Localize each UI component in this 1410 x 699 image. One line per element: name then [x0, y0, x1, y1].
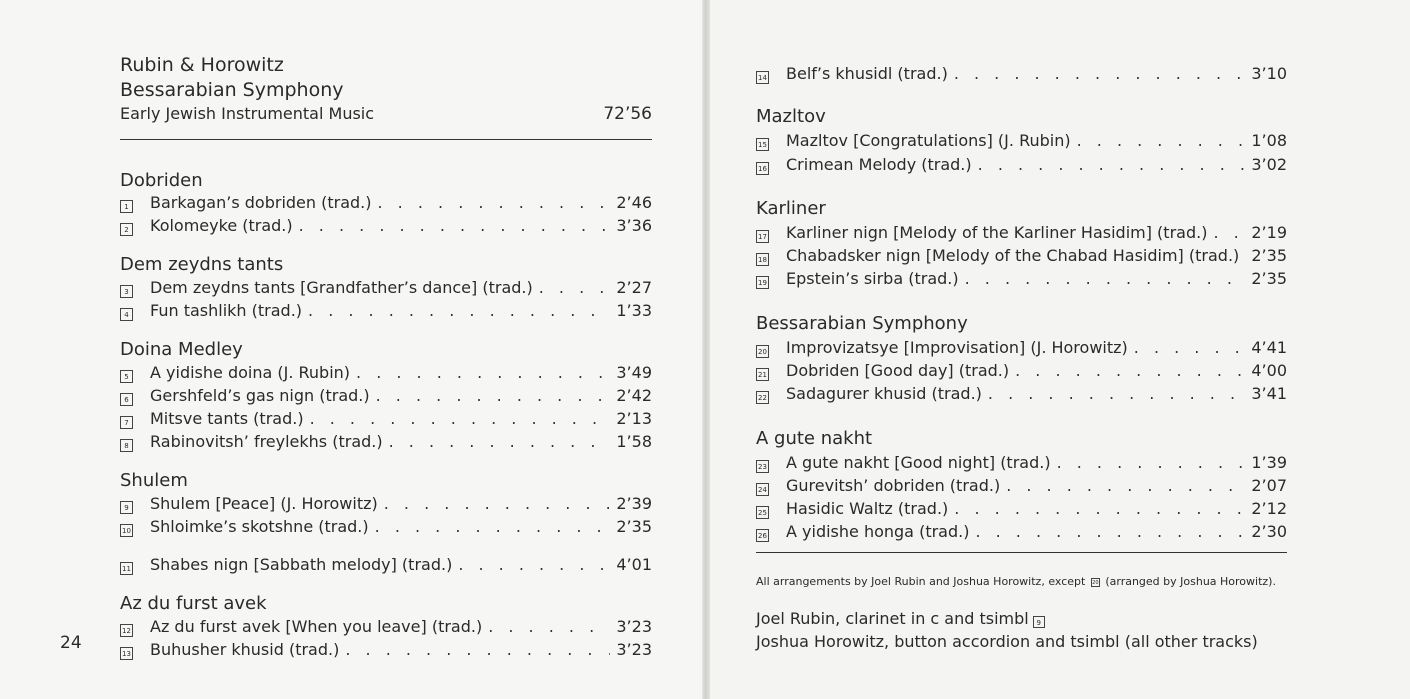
track-title: Chabadsker nign [Melody of the Chabad Hasidim] (trad.) [786, 246, 1240, 265]
credit-text: Joshua Horowitz, button accordion and tsimbl (all other tracks) [756, 632, 1258, 651]
track-row [120, 408, 652, 430]
track-title: Gershfeld’s gas nign (trad.) [150, 386, 370, 405]
track-duration: 3’10 [1251, 64, 1287, 83]
leader-dots [539, 277, 611, 299]
leader-dots [310, 408, 611, 430]
track-duration: 2’35 [1251, 269, 1287, 288]
track-duration: 3’02 [1251, 155, 1287, 174]
leader-dots [375, 516, 611, 538]
track-row [120, 215, 652, 237]
leader-dots [384, 493, 611, 515]
section-title: Karliner [756, 198, 826, 219]
leader-dots [954, 498, 1245, 520]
arrangement-note [756, 575, 1276, 588]
arrangement-note-text: All arrangements by Joel Rubin and Joshua Horowitz, except [756, 575, 1086, 588]
track-number-badge: 3 [120, 285, 133, 298]
track-row [120, 277, 652, 299]
track-number-badge: 5 [120, 370, 133, 383]
track-duration: 1’58 [616, 432, 652, 451]
track-number-badge: 19 [756, 276, 769, 289]
track-row [120, 639, 652, 661]
section-title: Az du furst avek [120, 593, 267, 614]
leader-dots [308, 300, 610, 322]
section-title: Dem zeydns tants [120, 254, 284, 275]
track-title: Dobriden [Good day] (trad.) [786, 361, 1010, 380]
track-title: Shabes nign [Sabbath melody] (trad.) [150, 555, 453, 574]
track-number-badge: 7 [120, 416, 133, 429]
track-row [756, 498, 1287, 520]
track-number-badge: 22 [756, 391, 769, 404]
section-title: Bessarabian Symphony [756, 313, 968, 334]
track-duration: 2’30 [1251, 522, 1287, 541]
track-row [756, 245, 1287, 267]
track-duration: 4’41 [1251, 338, 1287, 357]
booklet-spine [702, 0, 710, 699]
track-row [120, 362, 652, 384]
track-duration: 1’08 [1251, 131, 1287, 150]
track-number-badge: 25 [756, 506, 769, 519]
track-duration: 3’41 [1251, 384, 1287, 403]
track-title: Epstein’s sirba (trad.) [786, 269, 959, 288]
track-number-badge: 18 [756, 253, 769, 266]
track-number-badge: 9 [120, 501, 133, 514]
header-rule [120, 139, 652, 140]
footer-rule [756, 552, 1287, 553]
track-number-badge: 14 [756, 71, 769, 84]
album-header [120, 53, 652, 125]
section-title: Shulem [120, 470, 188, 491]
leader-dots [356, 362, 610, 384]
track-title: Crimean Melody (trad.) [786, 155, 972, 174]
track-title: Mitsve tants (trad.) [150, 409, 304, 428]
leader-dots [376, 385, 611, 407]
leader-dots [1006, 475, 1245, 497]
leader-dots [954, 63, 1246, 85]
leader-dots [1015, 360, 1245, 382]
track-duration: 2’13 [616, 409, 652, 428]
track-number-badge: 15 [756, 138, 769, 151]
track-title: Improvizatsye [Improvisation] (J. Horowitz) [786, 338, 1128, 357]
track-title: Mazltov [Congratulations] (J. Rubin) [786, 131, 1071, 150]
track-title: Hasidic Waltz (trad.) [786, 499, 949, 518]
track-number-badge: 2 [120, 223, 133, 236]
credit-text: Joel Rubin, clarinet in c and tsimbl [756, 609, 1029, 628]
track-number-badge: 1 [120, 200, 133, 213]
track-number-badge: 10 [120, 524, 133, 537]
track-title: Az du furst avek [When you leave] (trad.) [150, 617, 483, 636]
track-number-badge: 20 [1092, 579, 1099, 586]
track-row [120, 192, 652, 214]
track-duration: 2’39 [616, 494, 652, 513]
track-title: Karliner nign [Melody of the Karliner Hasidim] (trad.) [786, 223, 1208, 242]
track-duration: 2’27 [616, 278, 652, 297]
track-duration: 3’36 [616, 216, 652, 235]
leader-dots [978, 154, 1246, 176]
leader-dots [389, 431, 611, 453]
leader-dots [378, 192, 611, 214]
track-duration: 2’12 [1251, 499, 1287, 518]
leader-dots [1134, 337, 1246, 359]
track-row [120, 300, 652, 322]
page-number: 24 [60, 633, 82, 653]
track-number-badge: 26 [756, 529, 769, 542]
track-row [756, 337, 1287, 359]
leader-dots [488, 616, 610, 638]
track-number-badge: 4 [120, 308, 133, 321]
track-row [120, 616, 652, 638]
leader-dots [299, 215, 611, 237]
track-number-badge: 24 [756, 483, 769, 496]
track-number-badge: 11 [120, 562, 133, 575]
track-number-badge: 13 [120, 647, 133, 660]
track-number-badge: 9 [1033, 616, 1045, 628]
leader-dots [1213, 222, 1245, 244]
track-title: Sadagurer khusid (trad.) [786, 384, 982, 403]
track-duration: 1’39 [1251, 453, 1287, 472]
credit-line [756, 631, 1258, 653]
track-row [756, 383, 1287, 405]
track-number-badge: 16 [756, 162, 769, 175]
track-row [756, 268, 1287, 290]
track-duration: 4’01 [616, 555, 652, 574]
section-title: Dobriden [120, 170, 203, 191]
track-title: A yidishe honga (trad.) [786, 522, 970, 541]
track-title: Dem zeydns tants [Grandfather’s dance] (trad.) [150, 278, 533, 297]
track-number-badge: 17 [756, 230, 769, 243]
leader-dots [975, 521, 1245, 543]
track-row [756, 222, 1287, 244]
track-duration: 2’35 [616, 517, 652, 536]
track-number-badge: 6 [120, 393, 133, 406]
track-title: Kolomeyke (trad.) [150, 216, 293, 235]
track-title: Shloimke’s skotshne (trad.) [150, 517, 369, 536]
artist-name: Rubin & Horowitz [120, 54, 284, 76]
track-duration: 2’46 [616, 193, 652, 212]
track-row [756, 154, 1287, 176]
track-title: Rabinovitsh’ freylekhs (trad.) [150, 432, 383, 451]
leader-dots [988, 383, 1245, 405]
leader-dots [1057, 452, 1246, 474]
track-duration: 2’07 [1251, 476, 1287, 495]
section-title: Doina Medley [120, 339, 243, 360]
arrangement-note-tail: (arranged by Joshua Horowitz). [1105, 575, 1276, 588]
track-row [120, 493, 652, 515]
track-row [756, 360, 1287, 382]
track-number-badge: 12 [120, 624, 133, 637]
track-title: Buhusher khusid (trad.) [150, 640, 340, 659]
track-number-badge: 23 [756, 460, 769, 473]
track-title: Barkagan’s dobriden (trad.) [150, 193, 372, 212]
track-number-badge: 8 [120, 439, 133, 452]
album-subtitle: Early Jewish Instrumental Music [120, 104, 375, 123]
track-duration: 3’23 [616, 640, 652, 659]
track-row [120, 431, 652, 453]
track-row [756, 130, 1287, 152]
section-title: A gute nakht [756, 428, 873, 449]
track-duration: 3’49 [616, 363, 652, 382]
track-title: A gute nakht [Good night] (trad.) [786, 453, 1051, 472]
track-duration: 3’23 [616, 617, 652, 636]
track-row [756, 452, 1287, 474]
track-title: A yidishe doina (J. Rubin) [150, 363, 351, 382]
track-row [120, 385, 652, 407]
track-duration: 1’33 [616, 301, 652, 320]
track-title: Belf’s khusidl (trad.) [786, 64, 948, 83]
leader-dots [1077, 130, 1246, 152]
track-row [756, 475, 1287, 497]
album-title: Bessarabian Symphony [120, 79, 344, 101]
credit-line [756, 608, 1045, 630]
leader-dots [458, 554, 610, 576]
track-title: Fun tashlikh (trad.) [150, 301, 303, 320]
track-number-badge: 20 [756, 345, 769, 358]
section-title: Mazltov [756, 106, 826, 127]
leader-dots [345, 639, 610, 661]
track-duration: 2’42 [616, 386, 652, 405]
track-row [756, 521, 1287, 543]
track-number-badge: 21 [756, 368, 769, 381]
track-row [120, 554, 652, 576]
track-duration: 4’00 [1251, 361, 1287, 380]
track-title: Shulem [Peace] (J. Horowitz) [150, 494, 378, 513]
track-title: Gurevitsh’ dobriden (trad.) [786, 476, 1001, 495]
leader-dots [965, 268, 1246, 290]
track-duration: 2’19 [1251, 223, 1287, 242]
track-row [120, 516, 652, 538]
total-time: 72’56 [603, 104, 652, 124]
track-row [756, 63, 1287, 85]
track-duration: 2’35 [1251, 246, 1287, 265]
